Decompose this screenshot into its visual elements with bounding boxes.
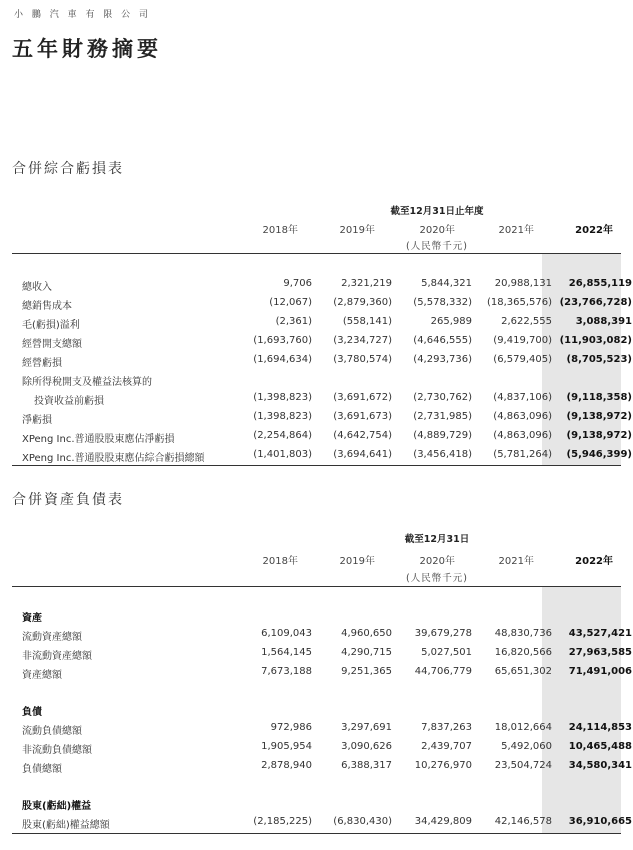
cell-value: 4,960,650 (341, 628, 392, 639)
row-label: 總收入 (22, 282, 52, 293)
cell-value: 9,706 (283, 278, 312, 289)
cell-value: 20,988,131 (494, 278, 552, 289)
cell-value: 34,429,809 (414, 816, 472, 827)
row-label: 總銷售成本 (22, 301, 72, 312)
cell-value: 42,146,578 (494, 816, 552, 827)
cell-value: (2,730,762) (413, 392, 472, 403)
cell-value: 18,012,664 (494, 722, 552, 733)
row-label: 經營開支總額 (22, 339, 82, 350)
cell-value: (11,903,082) (559, 335, 632, 346)
group-heading: 資產 (22, 613, 42, 624)
table-row (12, 722, 632, 740)
row-label: 經營虧損 (22, 358, 62, 369)
cell-value: (4,863,096) (493, 430, 552, 441)
cell-value: 3,090,626 (341, 741, 392, 752)
cell-value: (3,456,418) (413, 449, 472, 460)
row-label: 投資收益前虧損 (34, 396, 104, 407)
table-row (12, 741, 632, 759)
company-name: 小 鵬 汽 車 有 限 公 司 (14, 10, 152, 20)
income-year-header: 2020年 (419, 225, 455, 236)
cell-value: (4,642,754) (333, 430, 392, 441)
row-label: 股東(虧絀)權益總額 (22, 820, 110, 831)
cell-value: 4,290,715 (341, 647, 392, 658)
row-label: 負債總額 (22, 764, 62, 775)
group-heading: 股東(虧絀)權益 (22, 801, 92, 812)
cell-value: 27,963,585 (568, 647, 632, 658)
cell-value: (1,693,760) (253, 335, 312, 346)
income-bottom-rule (12, 465, 621, 466)
cell-value: (6,579,405) (493, 354, 552, 365)
income-units: (人民幣千元) (406, 241, 468, 252)
cell-value: (9,138,972) (566, 430, 632, 441)
cell-value: 71,491,006 (568, 666, 632, 677)
cell-value: (9,419,700) (493, 335, 552, 346)
cell-value: 9,251,365 (341, 666, 392, 677)
cell-value: (1,694,634) (253, 354, 312, 365)
cell-value: 7,673,188 (261, 666, 312, 677)
table-row (12, 666, 632, 684)
cell-value: (9,138,972) (566, 411, 632, 422)
cell-value: 26,855,119 (568, 278, 632, 289)
cell-value: 16,820,566 (494, 647, 552, 658)
balance-units: (人民幣千元) (406, 573, 468, 584)
row-label: XPeng Inc.普通股股東應佔淨虧損 (22, 434, 175, 445)
table-row (12, 628, 632, 646)
cell-value: (1,401,803) (253, 449, 312, 460)
cell-value: 10,276,970 (414, 760, 472, 771)
cell-value: 5,492,060 (501, 741, 552, 752)
cell-value: 6,388,317 (341, 760, 392, 771)
cell-value: (3,234,727) (333, 335, 392, 346)
balance-year-header: 2020年 (419, 556, 455, 567)
row-label: XPeng Inc.普通股股東應佔綜合虧損總額 (22, 453, 205, 464)
cell-value: (1,398,823) (253, 392, 312, 403)
page-title: 五年財務摘要 (12, 37, 162, 61)
cell-value: (3,694,641) (333, 449, 392, 460)
group-heading: 負債 (22, 707, 42, 718)
cell-value: 1,905,954 (261, 741, 312, 752)
cell-value: 972,986 (270, 722, 312, 733)
balance-header-rule (12, 586, 621, 587)
cell-value: 7,837,263 (421, 722, 472, 733)
cell-value: (4,837,106) (493, 392, 552, 403)
row-label: 淨虧損 (22, 415, 52, 426)
cell-value: 1,564,145 (261, 647, 312, 658)
table-row (12, 335, 632, 353)
balance-highlight-column (542, 586, 621, 833)
cell-value: (558,141) (342, 316, 392, 327)
balance-sheet-title: 合併資產負債表 (12, 492, 124, 508)
row-label: 非流動資產總額 (22, 651, 92, 662)
cell-value: (4,889,729) (413, 430, 472, 441)
balance-year-header: 2021年 (498, 556, 534, 567)
balance-bottom-rule (12, 833, 621, 834)
table-row (12, 373, 621, 391)
cell-value: 39,679,278 (414, 628, 472, 639)
table-row (12, 297, 632, 315)
cell-value: (9,118,358) (566, 392, 632, 403)
cell-value: (2,185,225) (253, 816, 312, 827)
cell-value: 2,439,707 (421, 741, 472, 752)
cell-value: 5,844,321 (421, 278, 472, 289)
cell-value: (5,781,264) (493, 449, 552, 460)
income-year-header: 2022年 (575, 225, 613, 236)
cell-value: 23,504,724 (494, 760, 552, 771)
row-label: 流動資產總額 (22, 632, 82, 643)
cell-value: 65,651,302 (494, 666, 552, 677)
row-label: 流動負債總額 (22, 726, 82, 737)
balance-year-header: 2022年 (575, 556, 613, 567)
row-label: 非流動負債總額 (22, 745, 92, 756)
cell-value: (1,398,823) (253, 411, 312, 422)
cell-value: (4,863,096) (493, 411, 552, 422)
cell-value: (3,691,672) (333, 392, 392, 403)
table-row (12, 392, 632, 410)
cell-value: (2,361) (275, 316, 312, 327)
table-row (12, 430, 632, 448)
table-row (12, 647, 632, 665)
cell-value: (12,067) (269, 297, 312, 308)
cell-value: 2,321,219 (341, 278, 392, 289)
table-row (12, 816, 632, 834)
table-row (12, 760, 632, 778)
cell-value: (18,365,576) (486, 297, 552, 308)
cell-value: (2,254,864) (253, 430, 312, 441)
cell-value: 24,114,853 (568, 722, 632, 733)
table-row (12, 278, 632, 296)
cell-value: (2,879,360) (333, 297, 392, 308)
income-year-header: 2021年 (498, 225, 534, 236)
income-period-header: 截至12月31日止年度 (390, 206, 484, 217)
balance-year-header: 2018年 (262, 556, 298, 567)
income-header-rule (12, 253, 621, 254)
cell-value: 6,109,043 (261, 628, 312, 639)
table-row (12, 411, 632, 429)
cell-value: 10,465,488 (568, 741, 632, 752)
cell-value: (8,705,523) (566, 354, 632, 365)
balance-period-header: 截至12月31日 (404, 534, 470, 545)
cell-value: (2,731,985) (413, 411, 472, 422)
cell-value: 5,027,501 (421, 647, 472, 658)
table-row (12, 316, 632, 334)
cell-value: (5,578,332) (413, 297, 472, 308)
cell-value: 34,580,341 (568, 760, 632, 771)
cell-value: (5,946,399) (566, 449, 632, 460)
cell-value: (23,766,728) (559, 297, 632, 308)
income-statement-title: 合併綜合虧損表 (12, 161, 124, 177)
cell-value: 3,297,691 (341, 722, 392, 733)
cell-value: 48,830,736 (494, 628, 552, 639)
cell-value: 44,706,779 (414, 666, 472, 677)
table-row (12, 354, 632, 372)
cell-value: (4,646,555) (413, 335, 472, 346)
cell-value: 36,910,665 (568, 816, 632, 827)
cell-value: 3,088,391 (575, 316, 632, 327)
income-year-header: 2019年 (339, 225, 375, 236)
row-label: 除所得稅開支及權益法核算的 (22, 377, 152, 388)
income-year-header: 2018年 (262, 225, 298, 236)
cell-value: 2,622,555 (501, 316, 552, 327)
row-label: 資產總額 (22, 670, 62, 681)
cell-value: (4,293,736) (413, 354, 472, 365)
cell-value: 43,527,421 (568, 628, 632, 639)
row-label: 毛(虧損)溢利 (22, 320, 80, 331)
cell-value: (3,780,574) (333, 354, 392, 365)
cell-value: (6,830,430) (333, 816, 392, 827)
balance-year-header: 2019年 (339, 556, 375, 567)
cell-value: 265,989 (430, 316, 472, 327)
cell-value: (3,691,673) (333, 411, 392, 422)
cell-value: 2,878,940 (261, 760, 312, 771)
